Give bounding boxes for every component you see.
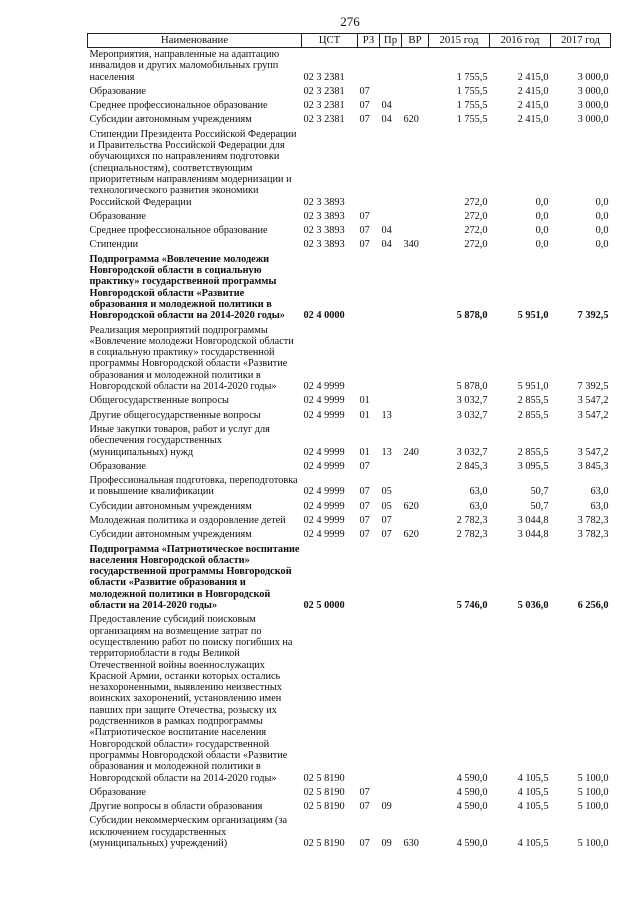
header-2015: 2015 год <box>429 34 490 48</box>
cell-y2015: 63,0 <box>469 486 488 498</box>
cell-y2016: 50,7 <box>530 500 549 512</box>
cell-name: Субсидии некоммерческим организациям (за исключением государственных (муниципальных) учреждений) <box>89 815 288 849</box>
cell-y2017: 3 782,3 <box>577 529 609 541</box>
cell-rz: 07 <box>359 210 370 222</box>
table-row <box>88 423 611 460</box>
cell-y2015: 63,0 <box>469 500 488 512</box>
cell-y2015: 5 878,0 <box>456 381 488 393</box>
table-row <box>88 128 611 210</box>
cell-y2016: 2 855,5 <box>517 395 549 407</box>
cell-vr: 630 <box>403 838 419 849</box>
cell-rz: 07 <box>359 85 370 97</box>
table-row <box>88 814 611 851</box>
cell-name: Подпрограмма «Патриотическое воспитание населения Новгородской области» государственной программы Новгородской области «Развитие образования и молодежной политики в Новгородской области на 2014-2020 годы» <box>89 543 300 612</box>
cell-y2015: 2 845,3 <box>456 460 488 472</box>
cell-pr: 05 <box>381 500 392 512</box>
cell-y2016: 2 415,0 <box>517 71 549 83</box>
cell-y2016: 0,0 <box>535 239 549 251</box>
cell-name: Субсидии автономным учреждениям <box>89 114 252 126</box>
cell-y2015: 5 878,0 <box>456 310 488 322</box>
cell-vr <box>402 514 429 528</box>
cell-y2015: 272,0 <box>464 239 488 251</box>
cell-vr <box>402 128 429 210</box>
cell-pr <box>380 48 402 85</box>
cell-y2017: 7 392,5 <box>577 310 609 322</box>
header-name: Наименование <box>88 34 302 48</box>
cell-pr: 04 <box>381 114 392 126</box>
cell-cst: 02 4 9999 <box>303 460 345 472</box>
table-row <box>88 500 611 514</box>
cell-vr: 240 <box>403 446 419 458</box>
table-row <box>88 613 611 785</box>
table-row <box>88 409 611 423</box>
table-row <box>88 253 611 324</box>
cell-y2017: 0,0 <box>595 225 609 237</box>
cell-cst: 02 3 3893 <box>303 210 345 222</box>
cell-y2016: 4 105,5 <box>517 801 549 813</box>
cell-cst: 02 5 8190 <box>303 801 345 813</box>
cell-y2017: 3 000,0 <box>577 71 609 83</box>
cell-y2017: 3 000,0 <box>577 114 609 126</box>
header-vr: ВР <box>402 34 429 48</box>
cell-pr <box>380 210 402 224</box>
cell-y2016: 4 105,5 <box>517 786 549 798</box>
table-row <box>88 460 611 474</box>
cell-y2017: 3 547,2 <box>577 446 609 458</box>
cell-vr <box>402 394 429 408</box>
cell-cst: 02 3 2381 <box>303 71 345 83</box>
cell-cst: 02 3 3893 <box>303 196 345 208</box>
cell-vr <box>402 99 429 113</box>
cell-y2015: 272,0 <box>464 196 488 208</box>
cell-vr: 620 <box>403 114 419 126</box>
cell-y2015: 3 032,7 <box>456 395 488 407</box>
header-2016: 2016 год <box>490 34 551 48</box>
cell-pr: 04 <box>381 225 392 237</box>
cell-pr: 05 <box>381 486 392 498</box>
cell-y2015: 4 590,0 <box>456 786 488 798</box>
cell-vr <box>402 210 429 224</box>
table-row <box>88 324 611 395</box>
cell-pr <box>380 324 402 395</box>
cell-rz: 07 <box>359 460 370 472</box>
table-row <box>88 238 611 252</box>
cell-y2016: 2 855,5 <box>517 446 549 458</box>
table-row <box>88 543 611 614</box>
cell-name: Подпрограмма «Вовлечение молодежи Новгородской области в социальную практику» государственной программы Новгородской области «Развитие образования и молодежной политики в Новгородской области на 2014-2020 годы» <box>89 253 285 322</box>
cell-y2016: 0,0 <box>535 196 549 208</box>
cell-y2017: 6 256,0 <box>577 600 609 612</box>
cell-y2016: 50,7 <box>530 486 549 498</box>
cell-y2017: 7 392,5 <box>577 381 609 393</box>
cell-vr: 620 <box>403 529 419 541</box>
budget-table <box>87 33 611 851</box>
cell-vr <box>402 85 429 99</box>
cell-cst: 02 5 8190 <box>303 786 345 798</box>
cell-y2017: 3 845,3 <box>577 460 609 472</box>
cell-y2015: 2 782,3 <box>456 514 488 526</box>
cell-name: Субсидии автономным учреждениям <box>89 500 252 512</box>
cell-name: Образование <box>89 85 146 97</box>
cell-y2015: 3 032,7 <box>456 409 488 421</box>
cell-pr <box>380 128 402 210</box>
cell-y2016: 2 415,0 <box>517 100 549 112</box>
cell-name: Другие общегосударственные вопросы <box>89 409 261 421</box>
table-row <box>88 99 611 113</box>
cell-y2017: 3 000,0 <box>577 100 609 112</box>
cell-name: Стипендии Президента Российской Федерации и Правительства Российской Федерации для обучающихся по направлениям подготовки (специальностям), соответствующим приоритетным направлениям модернизации и технологического развития экономики Российской Федерации <box>89 128 297 208</box>
cell-y2017: 3 547,2 <box>577 409 609 421</box>
table-row <box>88 85 611 99</box>
cell-name: Среднее профессиональное образование <box>89 100 268 112</box>
cell-y2017: 3 000,0 <box>577 85 609 97</box>
cell-rz: 07 <box>359 529 370 541</box>
cell-y2015: 2 782,3 <box>456 529 488 541</box>
cell-vr <box>402 460 429 474</box>
cell-y2017: 0,0 <box>595 210 609 222</box>
page-number: 276 <box>340 14 360 29</box>
table-row <box>88 224 611 238</box>
cell-pr: 07 <box>381 514 392 526</box>
cell-y2017: 5 100,0 <box>577 772 609 784</box>
cell-pr <box>380 613 402 785</box>
cell-cst: 02 4 9999 <box>303 446 345 458</box>
table-row <box>88 528 611 542</box>
cell-y2017: 63,0 <box>590 486 609 498</box>
cell-name: Молодежная политика и оздоровление детей <box>89 514 286 526</box>
cell-pr: 09 <box>381 801 392 813</box>
header-pr: Пр <box>380 34 402 48</box>
cell-pr: 04 <box>381 239 392 251</box>
table-row <box>88 474 611 500</box>
header-cst: ЦСТ <box>302 34 358 48</box>
cell-y2015: 5 746,0 <box>456 600 488 612</box>
cell-vr <box>402 253 429 324</box>
cell-rz: 07 <box>359 786 370 798</box>
cell-cst: 02 4 9999 <box>303 514 345 526</box>
table-row <box>88 786 611 800</box>
cell-name: Образование <box>89 460 146 472</box>
cell-y2016: 3 095,5 <box>517 460 549 472</box>
cell-cst: 02 4 0000 <box>303 310 345 322</box>
cell-rz <box>358 543 380 614</box>
cell-vr: 620 <box>403 500 419 512</box>
cell-y2016: 3 044,8 <box>517 529 549 541</box>
cell-y2017: 5 100,0 <box>577 786 609 798</box>
cell-cst: 02 5 8190 <box>303 838 345 849</box>
cell-y2015: 1 755,5 <box>456 71 488 83</box>
cell-pr <box>380 543 402 614</box>
cell-pr: 09 <box>381 838 392 849</box>
cell-y2017: 0,0 <box>595 239 609 251</box>
cell-vr <box>402 786 429 800</box>
cell-vr <box>402 800 429 814</box>
cell-rz: 07 <box>359 500 370 512</box>
cell-cst: 02 3 3893 <box>303 239 345 251</box>
cell-vr <box>402 48 429 85</box>
cell-pr <box>380 786 402 800</box>
cell-name: Реализация мероприятий подпрограммы «Вовлечение молодежи Новгородской области в социальную практику» государственной программы Новгородской области «Развитие образования и молодежной политики в Новгородской области на 2014-2020 годы» <box>89 324 294 393</box>
cell-cst: 02 5 8190 <box>303 772 345 784</box>
cell-cst: 02 5 0000 <box>303 600 345 612</box>
cell-rz: 07 <box>359 100 370 112</box>
cell-cst: 02 3 2381 <box>303 114 345 126</box>
cell-cst: 02 4 9999 <box>303 409 345 421</box>
cell-rz: 01 <box>359 409 370 421</box>
cell-name: Предоставление субсидий поисковым организациям на возмещение затрат по осуществлению работ по поиску погибших на территориобласти в годы Великой Отечественной войны военнослужащих Красной Армии, останки которых остались незахороненными, выявлению неизвестных воинских захоронений, установлению имен павших при защите Отечества, розыску их родственников в рамках подпрограммы «Патриотическое воспитание населения Новгородской области» государственной программы Новгородской области «Развитие образования и молодежной политики в Новгородской области на 2014-2020 годы» <box>89 614 293 784</box>
cell-y2015: 272,0 <box>464 210 488 222</box>
cell-pr: 13 <box>381 446 392 458</box>
cell-rz: 07 <box>359 114 370 126</box>
cell-y2015: 4 590,0 <box>456 801 488 813</box>
cell-rz: 07 <box>359 239 370 251</box>
cell-rz: 07 <box>359 514 370 526</box>
cell-y2016: 5 951,0 <box>517 381 549 393</box>
cell-cst: 02 3 2381 <box>303 100 345 112</box>
cell-y2017: 5 100,0 <box>577 801 609 813</box>
cell-y2017: 3 782,3 <box>577 514 609 526</box>
cell-name: Стипендии <box>89 239 139 251</box>
cell-vr: 340 <box>403 239 419 251</box>
cell-y2015: 3 032,7 <box>456 446 488 458</box>
cell-cst: 02 4 9999 <box>303 486 345 498</box>
cell-rz: 01 <box>359 446 370 458</box>
cell-y2016: 5 036,0 <box>517 600 549 612</box>
cell-vr <box>402 409 429 423</box>
cell-y2016: 2 415,0 <box>517 85 549 97</box>
cell-name: Образование <box>89 210 146 222</box>
header-2017: 2017 год <box>551 34 611 48</box>
cell-y2017: 63,0 <box>590 500 609 512</box>
cell-rz: 07 <box>359 801 370 813</box>
cell-y2016: 3 044,8 <box>517 514 549 526</box>
cell-y2015: 1 755,5 <box>456 114 488 126</box>
cell-y2016: 0,0 <box>535 225 549 237</box>
cell-y2016: 0,0 <box>535 210 549 222</box>
cell-name: Образование <box>89 786 146 798</box>
table-row <box>88 394 611 408</box>
cell-rz: 07 <box>359 486 370 498</box>
cell-cst: 02 3 3893 <box>303 225 345 237</box>
cell-rz <box>358 48 380 85</box>
cell-y2016: 2 855,5 <box>517 409 549 421</box>
cell-y2017: 0,0 <box>595 196 609 208</box>
cell-vr <box>402 474 429 500</box>
cell-y2015: 1 755,5 <box>456 100 488 112</box>
cell-name: Профессиональная подготовка, переподготовка и повышение квалификации <box>89 475 298 498</box>
cell-rz: 07 <box>359 225 370 237</box>
cell-vr <box>402 543 429 614</box>
cell-name: Общегосударственные вопросы <box>89 395 229 407</box>
cell-name: Иные закупки товаров, работ и услуг для обеспечения государственных (муниципальных) нужд <box>89 423 270 458</box>
cell-rz <box>358 613 380 785</box>
cell-vr <box>402 324 429 395</box>
cell-pr <box>380 394 402 408</box>
header-rz: РЗ <box>358 34 380 48</box>
cell-cst: 02 4 9999 <box>303 500 345 512</box>
table-row <box>88 514 611 528</box>
table-row <box>88 800 611 814</box>
cell-y2016: 4 105,5 <box>517 838 549 849</box>
cell-pr: 07 <box>381 529 392 541</box>
cell-y2015: 4 590,0 <box>456 772 488 784</box>
cell-y2016: 4 105,5 <box>517 772 549 784</box>
cell-y2016: 5 951,0 <box>517 310 549 322</box>
cell-cst: 02 4 9999 <box>303 381 345 393</box>
cell-rz <box>358 324 380 395</box>
cell-name: Мероприятия, направленные на адаптацию инвалидов и других маломобильных групп населения <box>89 49 280 83</box>
table-row <box>88 48 611 85</box>
cell-rz <box>358 128 380 210</box>
cell-y2017: 3 547,2 <box>577 395 609 407</box>
cell-vr <box>402 224 429 238</box>
cell-y2015: 4 590,0 <box>456 838 488 849</box>
cell-pr: 13 <box>381 409 392 421</box>
cell-pr <box>380 253 402 324</box>
cell-cst: 02 4 9999 <box>303 529 345 541</box>
cell-pr <box>380 85 402 99</box>
table-row <box>88 210 611 224</box>
cell-y2015: 272,0 <box>464 225 488 237</box>
cell-y2016: 2 415,0 <box>517 114 549 126</box>
cell-rz: 01 <box>359 395 370 407</box>
header-row <box>88 34 611 48</box>
cell-cst: 02 3 2381 <box>303 85 345 97</box>
cell-name: Среднее профессиональное образование <box>89 225 268 237</box>
cell-vr <box>402 613 429 785</box>
cell-name: Субсидии автономным учреждениям <box>89 529 252 541</box>
cell-name: Другие вопросы в области образования <box>89 801 263 813</box>
cell-rz <box>358 253 380 324</box>
cell-y2015: 1 755,5 <box>456 85 488 97</box>
table-row <box>88 113 611 127</box>
cell-rz: 07 <box>359 838 370 849</box>
cell-pr: 04 <box>381 100 392 112</box>
cell-y2017: 5 100,0 <box>577 838 609 849</box>
cell-cst: 02 4 9999 <box>303 395 345 407</box>
cell-pr <box>380 460 402 474</box>
